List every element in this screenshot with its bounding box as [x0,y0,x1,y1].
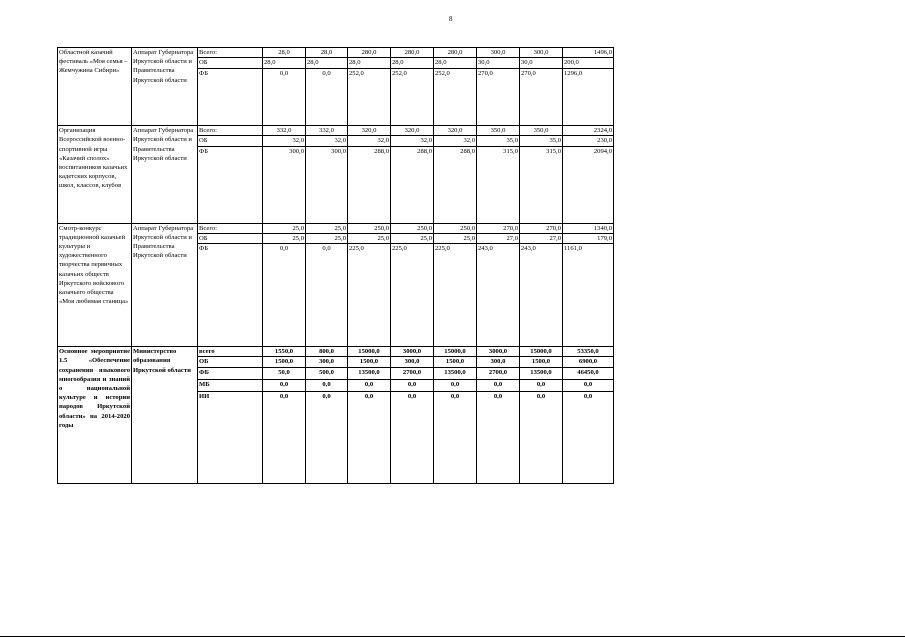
amount-cell: 25,0 [348,233,391,243]
amount-cell: 13500,0 [434,367,477,379]
amount-cell: 0,0 [477,391,520,483]
amount-cell: 300,0 [306,357,348,367]
amount-cell: 200,0 [563,58,614,68]
amount-cell: 32,0 [434,136,477,146]
amount-cell: 1340,0 [563,223,614,233]
amount-cell: 350,0 [477,126,520,136]
funding-source-cell: ИИ [198,391,263,483]
funding-row [58,126,614,136]
page-bottom-edge [0,636,905,637]
amount-cell: 288,0 [348,146,391,223]
amount-cell: 28,0 [306,48,348,58]
amount-cell: 250,0 [348,223,391,233]
funding-source-cell: Всего: [198,126,263,136]
amount-cell: 15000,0 [434,347,477,357]
amount-cell: 320,0 [434,126,477,136]
amount-cell: 300,0 [520,48,563,58]
amount-cell: 53350,0 [563,347,614,357]
amount-cell: 2324,0 [563,126,614,136]
funding-source-cell: ОБ [198,136,263,146]
amount-cell: 270,0 [520,68,563,126]
amount-cell: 0,0 [391,391,434,483]
amount-cell: 27,0 [477,233,520,243]
funding-row [58,48,614,58]
funding-source-cell: ОБ [198,357,263,367]
funding-source-cell: МБ [198,379,263,391]
amount-cell: 30,0 [520,58,563,68]
amount-cell: 46450,0 [563,367,614,379]
amount-cell: 250,0 [434,223,477,233]
amount-cell: 0,0 [391,379,434,391]
amount-cell: 1496,0 [563,48,614,58]
amount-cell: 243,0 [477,244,520,347]
amount-cell: 500,0 [306,367,348,379]
amount-cell: 27,0 [520,233,563,243]
amount-cell: 288,0 [434,146,477,223]
amount-cell: 0,0 [263,391,306,483]
funding-row [58,223,614,233]
amount-cell: 230,0 [563,136,614,146]
amount-cell: 0,0 [434,379,477,391]
amount-cell: 0,0 [563,391,614,483]
amount-cell: 0,0 [263,379,306,391]
amount-cell: 32,0 [263,136,306,146]
amount-cell: 1296,0 [563,68,614,126]
executor-cell: Аппарат Губернатора Иркутской области и Правительства Иркутской области [132,48,198,126]
amount-cell: 1500,0 [434,357,477,367]
amount-cell: 350,0 [520,126,563,136]
amount-cell: 25,0 [434,233,477,243]
amount-cell: 270,0 [477,223,520,233]
amount-cell: 252,0 [434,68,477,126]
amount-cell: 1500,0 [520,357,563,367]
amount-cell: 280,0 [348,48,391,58]
funding-source-cell: ОБ [198,233,263,243]
amount-cell: 2094,0 [563,146,614,223]
amount-cell: 288,0 [391,146,434,223]
amount-cell: 270,0 [477,68,520,126]
amount-cell: 0,0 [348,379,391,391]
amount-cell: 0,0 [263,68,306,126]
amount-cell: 252,0 [391,68,434,126]
amount-cell: 300,0 [306,146,348,223]
program-name-cell: Областной казачий фестиваль «Моя семья – Жемчужина Сибири» [58,48,132,126]
funding-source-cell: ФБ [198,367,263,379]
amount-cell: 225,0 [348,244,391,347]
amount-cell: 28,0 [263,48,306,58]
program-name-cell: Организация Всероссийской военно-спортивной игры «Казачий сполох» воспитанников казачьих кадетских корпусов, школ, классов, клубов [58,126,132,223]
funding-source-cell: ФБ [198,244,263,347]
amount-cell: 0,0 [434,391,477,483]
executor-cell: Министерство образования Иркутской области [132,347,198,484]
amount-cell: 300,0 [477,357,520,367]
amount-cell: 315,0 [520,146,563,223]
amount-cell: 28,0 [434,58,477,68]
amount-cell: 28,0 [391,58,434,68]
amount-cell: 0,0 [520,391,563,483]
executor-cell: Аппарат Губернатора Иркутской области и Правительства Иркутской области [132,223,198,347]
funding-row [58,347,614,357]
amount-cell: 250,0 [391,223,434,233]
amount-cell: 35,0 [477,136,520,146]
amount-cell: 800,0 [306,347,348,357]
amount-cell: 25,0 [263,233,306,243]
amount-cell: 0,0 [520,379,563,391]
amount-cell: 315,0 [477,146,520,223]
amount-cell: 300,0 [263,146,306,223]
program-name-cell: Смотр-конкурс традиционной казачьей культуры и художественного творчества первичных казачьих обществ Иркутского войскового казачьего общества «Моя любимая станица» [58,223,132,347]
amount-cell: 243,0 [520,244,563,347]
amount-cell: 0,0 [306,244,348,347]
amount-cell: 1500,0 [263,357,306,367]
amount-cell: 25,0 [391,233,434,243]
amount-cell: 3000,0 [391,347,434,357]
amount-cell: 179,0 [563,233,614,243]
amount-cell: 320,0 [348,126,391,136]
amount-cell: 320,0 [391,126,434,136]
amount-cell: 280,0 [391,48,434,58]
funding-source-cell: Всего: [198,48,263,58]
amount-cell: 332,0 [306,126,348,136]
executor-cell: Аппарат Губернатора Иркутской области и Правительства Иркутской области [132,126,198,223]
amount-cell: 15000,0 [348,347,391,357]
page-number: 8 [449,15,453,23]
amount-cell: 225,0 [391,244,434,347]
amount-cell: 300,0 [391,357,434,367]
amount-cell: 0,0 [348,391,391,483]
amount-cell: 32,0 [306,136,348,146]
amount-cell: 25,0 [263,223,306,233]
amount-cell: 28,0 [306,58,348,68]
amount-cell: 30,0 [477,58,520,68]
amount-cell: 2700,0 [391,367,434,379]
amount-cell: 0,0 [306,379,348,391]
amount-cell: 225,0 [434,244,477,347]
amount-cell: 332,0 [263,126,306,136]
amount-cell: 252,0 [348,68,391,126]
amount-cell: 13500,0 [348,367,391,379]
amount-cell: 0,0 [263,244,306,347]
amount-cell: 28,0 [263,58,306,68]
amount-cell: 13500,0 [520,367,563,379]
amount-cell: 50,0 [263,367,306,379]
program-name-cell: Основное мероприятие 1.5 «Обеспечение сохранения языкового многообразия и знаний о национальной культуре и истории народов Иркутской области» на 2014-2020 годы [58,347,132,484]
amount-cell: 0,0 [306,391,348,483]
amount-cell: 3000,0 [477,347,520,357]
amount-cell: 32,0 [391,136,434,146]
amount-cell: 280,0 [434,48,477,58]
amount-cell: 1500,0 [348,357,391,367]
funding-source-cell: ФБ [198,68,263,126]
amount-cell: 270,0 [520,223,563,233]
amount-cell: 1550,0 [263,347,306,357]
amount-cell: 0,0 [563,379,614,391]
funding-source-cell: ФБ [198,146,263,223]
amount-cell: 0,0 [477,379,520,391]
amount-cell: 300,0 [477,48,520,58]
amount-cell: 32,0 [348,136,391,146]
amount-cell: 15000,0 [520,347,563,357]
amount-cell: 1161,0 [563,244,614,347]
amount-cell: 25,0 [306,223,348,233]
amount-cell: 6900,0 [563,357,614,367]
funding-table [57,47,614,484]
amount-cell: 28,0 [348,58,391,68]
funding-source-cell: всего [198,347,263,357]
amount-cell: 35,0 [520,136,563,146]
amount-cell: 0,0 [306,68,348,126]
amount-cell: 25,0 [306,233,348,243]
funding-source-cell: Всего: [198,223,263,233]
amount-cell: 2700,0 [477,367,520,379]
funding-source-cell: ОБ [198,58,263,68]
